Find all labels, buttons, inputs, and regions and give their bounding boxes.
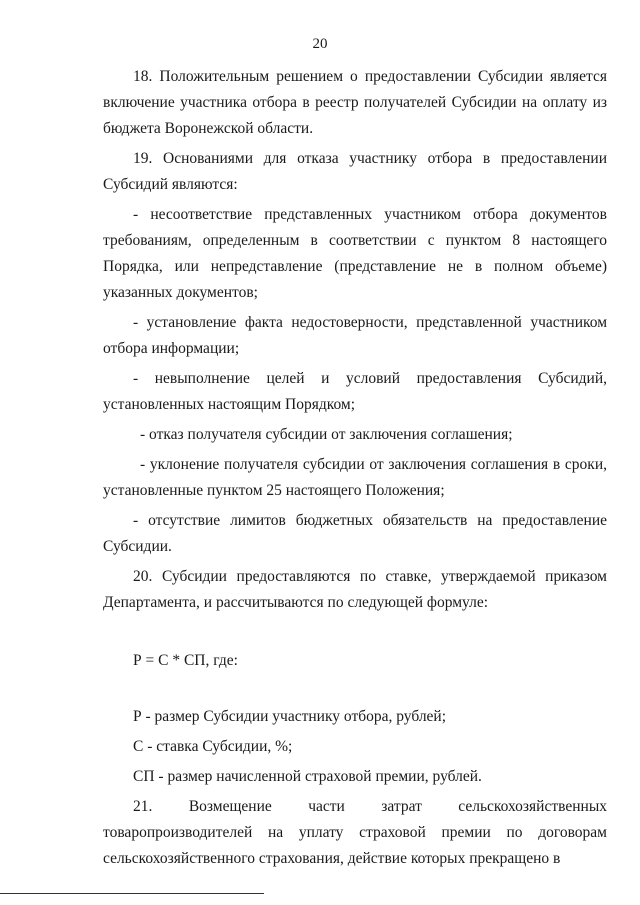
definition-c: С - ставка Субсидии, %;: [133, 738, 293, 755]
list-item-evasion: - уклонение получателя субсидии от заключения соглашения в сроки, установленные пунктом 25 настоящего Положения;: [103, 456, 607, 499]
list-item-unreliability: - установление факта недостоверности, представленной участником отбора информации;: [103, 314, 607, 357]
page-number: 20: [312, 36, 328, 52]
definition-p: Р - размер Субсидии участнику отбора, рублей;: [133, 708, 447, 725]
paragraph-21: 21. Возмещение части затрат сельскохозяйственных товаропроизводителей на уплату страховой премии по договорам сельскохозяйственного страхования, действие которых прекращено в: [103, 798, 607, 867]
list-item-no-limits: - отсутствие лимитов бюджетных обязательств на предоставление Субсидии.: [103, 512, 607, 555]
list-item-refusal: - отказ получателя субсидии от заключения соглашения;: [140, 426, 513, 443]
formula: Р = С * СП, где:: [133, 652, 238, 669]
list-item-nonfulfillment: - невыполнение целей и условий предоставления Субсидий, установленных настоящим Порядком;: [103, 370, 607, 413]
footnote-divider: [0, 893, 264, 894]
paragraph-19: 19. Основаниями для отказа участнику отбора в предоставлении Субсидий являются:: [103, 150, 607, 193]
paragraph-18: 18. Положительным решением о предоставлении Субсидии является включение участника отбора в реестр получателей Субсидии на оплату из бюджета Воронежской области.: [103, 68, 607, 137]
paragraph-20: 20. Субсидии предоставляются по ставке, утверждаемой приказом Департамента, и рассчитываются по следующей формуле:: [103, 568, 607, 611]
definition-sp: СП - размер начисленной страховой премии, рублей.: [133, 768, 482, 785]
document-body: [103, 64, 607, 872]
list-item-nonconformity: - несоответствие представленных участником отбора документов требованиям, определенным в соответствии с пунктом 8 настоящего Порядка, или непредставление (представление не в полном объеме) указанных документов;: [103, 206, 607, 301]
